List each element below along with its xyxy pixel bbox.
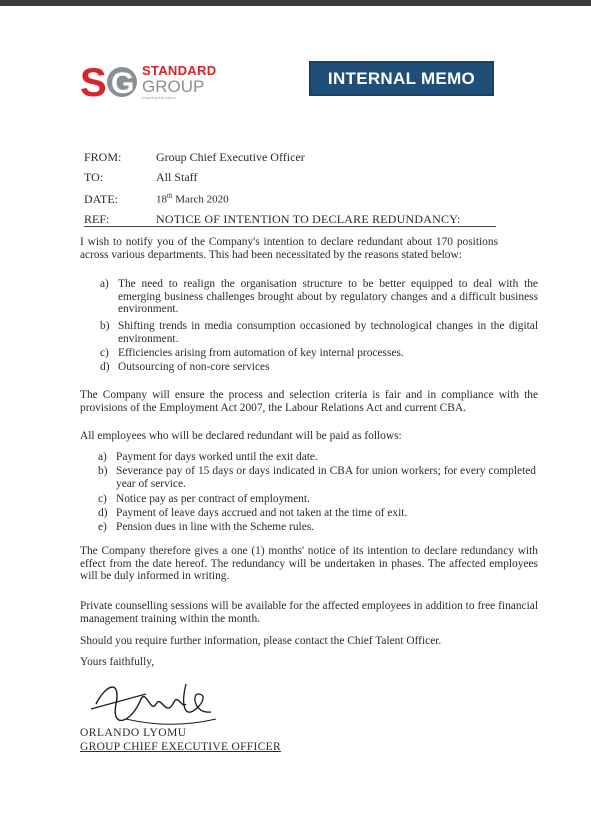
date-month-year: March 2020 bbox=[172, 193, 229, 206]
signatory-name: ORLANDO LYOMU bbox=[80, 727, 187, 739]
logo-tagline: Inspiring the nation bbox=[142, 95, 176, 100]
counselling-paragraph: Private counselling sessions will be available for the affected employees in addition to free financial management training within the month. bbox=[80, 600, 538, 625]
list-text: The need to realign the organisation structure to be better equipped to deal with the emerging business challenges brought about by regulatory changes and a difficult business environment. bbox=[118, 278, 538, 315]
list-marker: e) bbox=[98, 521, 107, 533]
ref-value: NOTICE OF INTENTION TO DECLARE REDUNDANCY: bbox=[156, 212, 461, 226]
signature-scribble-icon bbox=[86, 664, 226, 734]
to-label: TO: bbox=[84, 170, 104, 184]
closing-line: Yours faithfully, bbox=[80, 656, 155, 668]
sg-logo-mark-icon bbox=[80, 60, 138, 102]
from-value: Group Chief Executive Officer bbox=[156, 150, 305, 164]
contact-paragraph: Should you require further information, please contact the Chief Talent Officer. bbox=[80, 635, 442, 647]
list-text: Notice pay as per contract of employment. bbox=[116, 493, 310, 505]
ref-underline bbox=[84, 226, 496, 227]
notice-paragraph: The Company therefore gives a one (1) months' notice of its intention to declare redundancy with effect from the date hereof. The redundancy will be undertaken in phases. The affected employees will be duly informed in writing. bbox=[80, 545, 538, 582]
svg-text:G: G bbox=[111, 67, 135, 100]
list-text: Efficiencies arising from automation of key internal processes. bbox=[118, 347, 404, 359]
top-border bbox=[0, 0, 591, 6]
list-marker: c) bbox=[100, 347, 109, 359]
list-text: Severance pay of 15 days or days indicated in CBA for union workers; for every completed year of service. bbox=[116, 465, 536, 490]
list-text: Payment of leave days accrued and not taken at the time of exit. bbox=[116, 507, 408, 519]
internal-memo-banner: INTERNAL MEMO bbox=[309, 61, 494, 96]
list-marker: d) bbox=[98, 507, 108, 519]
date-value bbox=[156, 192, 229, 206]
logo-word-standard: STANDARD bbox=[142, 63, 217, 78]
logo-word-group: GROUP bbox=[142, 77, 205, 96]
payment-intro: All employees who will be declared redundant will be paid as follows: bbox=[80, 430, 402, 442]
signatory-title: GROUP CHIEF EXECUTIVE OFFICER bbox=[80, 741, 281, 753]
list-marker: d) bbox=[100, 361, 110, 373]
intro-paragraph: I wish to notify you of the Company's intention to declare redundant about 170 positions across various departments. This had been necessitated by the reasons stated below: bbox=[80, 236, 498, 261]
logo-wordmark bbox=[142, 64, 216, 100]
list-marker: a) bbox=[98, 451, 107, 463]
from-label: FROM: bbox=[84, 150, 122, 164]
date-suffix: th bbox=[167, 192, 173, 200]
standard-group-logo bbox=[80, 60, 220, 106]
list-text: Outsourcing of non-core services bbox=[118, 361, 270, 373]
compliance-paragraph: The Company will ensure the process and selection criteria is fair and in compliance with the provisions of the Employment Act 2007, the Labour Relations Act and current CBA. bbox=[80, 389, 538, 414]
date-day: 18 bbox=[156, 193, 167, 206]
svg-text:S: S bbox=[80, 61, 107, 102]
list-marker: c) bbox=[98, 493, 107, 505]
date-label: DATE: bbox=[84, 192, 118, 206]
to-value: All Staff bbox=[156, 170, 198, 184]
list-marker: b) bbox=[100, 320, 110, 332]
list-marker: a) bbox=[100, 278, 109, 290]
list-marker: b) bbox=[98, 465, 108, 477]
ref-label: REF: bbox=[84, 212, 110, 226]
list-text: Payment for days worked until the exit date. bbox=[116, 451, 318, 463]
list-text: Pension dues in line with the Scheme rules. bbox=[116, 521, 315, 533]
list-text: Shifting trends in media consumption occasioned by technological changes in the digital environment. bbox=[118, 320, 538, 345]
